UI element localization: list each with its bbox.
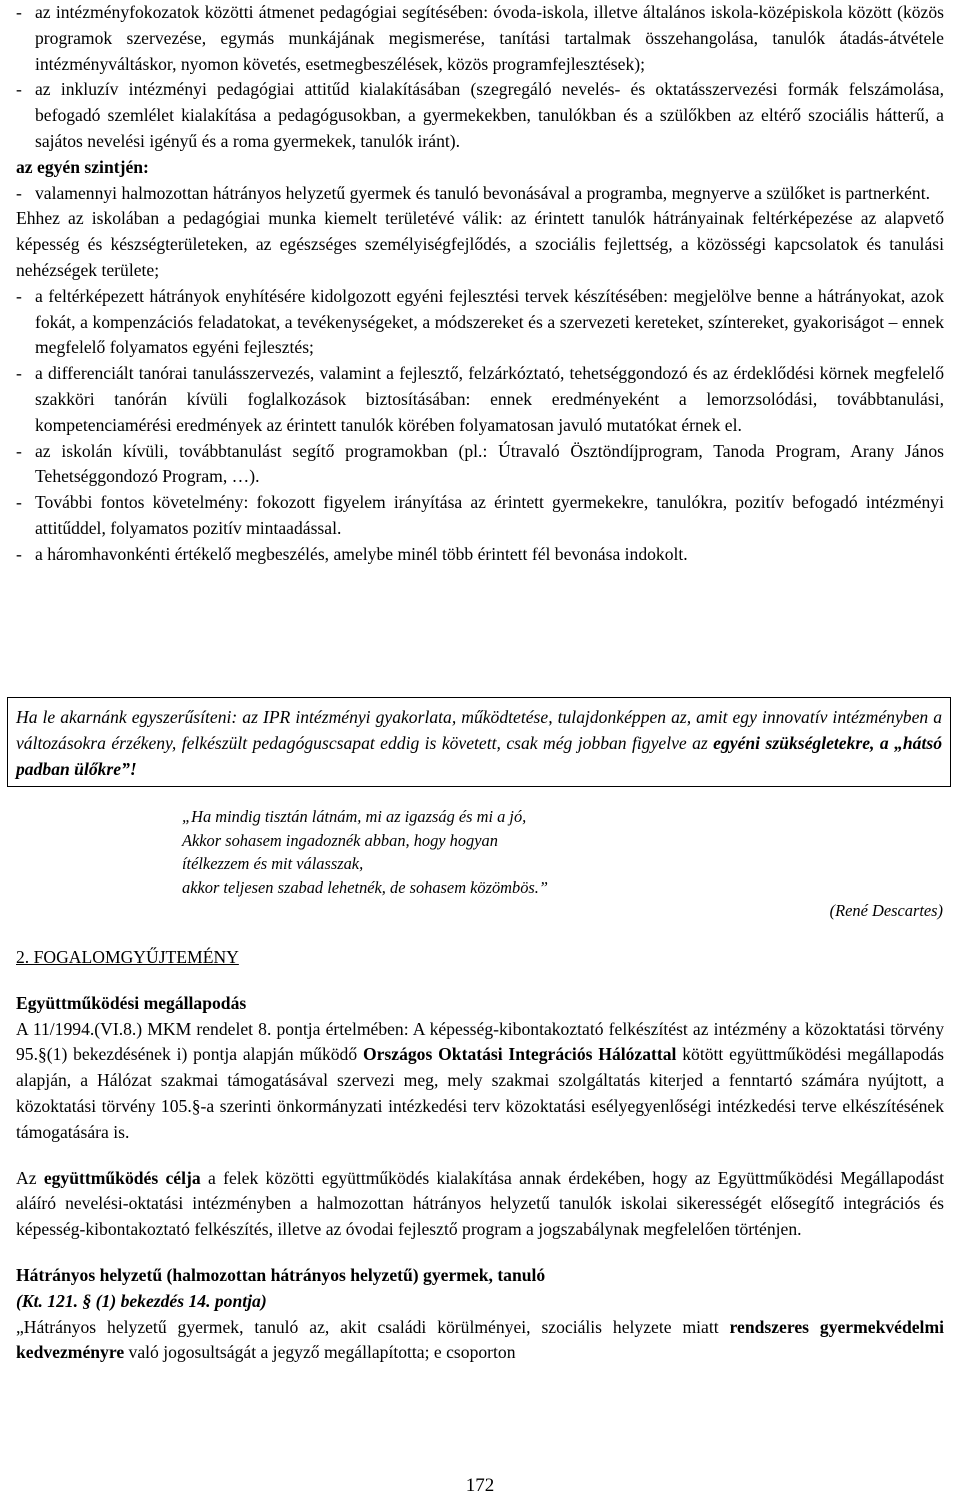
list-item-text: a háromhavonkénti értékelő megbeszélés, amelybe minél több érintett fél bevonása indokolt.: [35, 543, 688, 564]
list-item: [16, 181, 944, 207]
bullet-dash: -: [16, 492, 22, 513]
bullet-dash: -: [16, 2, 22, 22]
bullet-dash: -: [16, 79, 22, 100]
list-item: [16, 542, 944, 568]
list-item: [16, 77, 944, 154]
bullet-dash: -: [16, 543, 22, 564]
bullet-dash: -: [16, 440, 22, 461]
disadv-text-a: „Hátrányos helyzetű gyermek, tanuló az, akit családi körülményei, szociális helyzete miatt: [16, 1316, 730, 1337]
agreement-p2-text-a: Az: [16, 1167, 44, 1188]
quote-line: ítélkezzem és mit válasszak,: [182, 854, 364, 873]
list-item-text: valamennyi halmozottan hátrányos helyzetű gyermek és tanuló bevonásával a programba, megnyerve a szülőket is partnerként.: [35, 182, 931, 203]
bullet-dash: -: [16, 285, 22, 306]
quote-line: „Ha mindig tisztán látnám, mi az igazság és mi a jó,: [182, 807, 527, 826]
quote-line: Akkor sohasem ingadoznék abban, hogy hogyan: [182, 830, 498, 850]
list-item-text: a differenciált tanórai tanulásszervezés, valamint a fejlesztő, felzárkóztató, tehetséggondozó és az érdeklődési körnek megfelelő szakköri tanórán kívüli foglalkozások biztosításában: ennek eredményeként a lemorzsolódási, továbbtanulási, kompetenciamérési eredmények az érintett tanulók körében folyamatosan javuló mutatókat érnek el.: [35, 363, 944, 435]
list-item-text: az iskolán kívüli, továbbtanulást segítő programokban (pl.: Útravaló Ösztöndíjprogram, Tanoda Program, Arany János Tehetséggondozó Program, …).: [35, 440, 944, 487]
agreement-p2-text-b: a felek közötti együttműködés kialakítása annak érdekében, hogy az Együttműködési Megállapodást aláíró nevelési-oktatási intézményben a halmozottan hátrányos helyzetű tanulók iskolai sikerességét elősegítő integrációs és képesség-kibontakoztató felkészítés, illetve az óvodai fejlesztő program a jogszabálynak megfelelően történjen.: [16, 1167, 944, 1240]
individual-heading: az egyén szintjén:: [16, 156, 149, 177]
list-item-text: az inkluzív intézményi pedagógiai attitűd kialakításában (szegregáló nevelés- és oktatásszervezési formák felszámolása, befogadó szemlélet kialakítása a pedagógusokban, a gyermekekben, tanulókban és a szülőkben az eltérő szociális hátterű, a sajátos nevelési igényű és a roma gyermekek, tanulók iránt).: [35, 79, 944, 151]
agreement-paragraph-2: [16, 1166, 944, 1243]
section-title: 2. FOGALOMGYŰJTEMÉNY: [16, 947, 239, 967]
list-item-text: További fontos követelmény: fokozott figyelem irányítása az érintett gyermekekre, tanulókra, pozitív befogadó intézményi attitűddel, folyamatos pozitív mintaadással.: [35, 492, 944, 538]
page-number: 172: [465, 1475, 495, 1496]
quote-line: akkor teljesen szabad lehetnék, de sohasem közömbös.”: [182, 877, 548, 897]
list-item-text: az intézményfokozatok közötti átmenet pedagógiai segítésében: óvoda-iskola, illetve általános iskola-középiskola között (közös programok szervezése, egymás munkájának megismerése, tanítási tartalmak összehangolása, tanulók átadás-átvétele intézményváltáskor, nyomon követés, esetmegbeszélések, közös programfejlesztések);: [35, 2, 944, 74]
bullet-dash: -: [16, 182, 22, 203]
agreement-heading: Együttműködési megállapodás: [16, 992, 247, 1013]
list-item: [16, 439, 944, 491]
list-item: [16, 490, 944, 542]
list-item-text: a feltérképezett hátrányok enyhítésére kidolgozott egyéni fejlesztési tervek készítésében: megjelölve benne a hátrányokat, azok fokát, a kompenzációs feladatokat, a tevékenységeket, a módszereket és a szervezeti kereteket, színtereket, gyakoriságot – ennek megfelelő folyamatos egyéni fejlesztés;: [35, 285, 944, 358]
agreement-p2-bold: együttműködés célja: [43, 1167, 201, 1188]
list-item: [16, 0, 944, 77]
disadv-text-b: való jogosultságát a jegyző megállapította; e csoporton: [124, 1342, 516, 1363]
boxed-note: [7, 697, 951, 787]
school-paragraph: Ehhez az iskolában a pedagógiai munka kiemelt területévé válik: az érintett tanulók hátrányainak feltérképezése az alapvető képesség és készségterületeken, az egészséges személyiségfejlődés, a szociális fejlettség, a közösségi kapcsolatok és tanulási nehézségek területe;: [16, 208, 944, 280]
agreement-p1-bold: Országos Oktatási Integrációs Hálózattal: [362, 1044, 677, 1065]
boxed-note-emphasis: egyéni szükségletekre, a „hátsó padban ülőkre”!: [16, 733, 942, 779]
list-item: [16, 284, 944, 361]
bullet-dash: -: [16, 363, 22, 384]
glossary-section: [16, 945, 944, 1366]
upper-content: [16, 0, 944, 568]
agreement-p1-text-a: A 11/1994.(VI.8.) MKM rendelet 8. pontja értelmében: A képesség-kibontakoztató felkészítést az intézmény a közoktatási törvény 95.§(1) bekezdésének i) pontja alapján működő: [16, 1018, 944, 1065]
disadv-reference: (Kt. 121. § (1) bekezdés 14. pontja): [16, 1290, 267, 1311]
disadv-bold: rendszeres gyermekvédelmi kedvezményre: [16, 1316, 944, 1363]
list-item: [16, 361, 944, 438]
disadv-paragraph: [16, 1315, 944, 1367]
descartes-quote: [182, 805, 548, 899]
disadv-heading: Hátrányos helyzetű (halmozottan hátrányos helyzetű) gyermek, tanuló: [16, 1264, 546, 1285]
agreement-paragraph-1: [16, 1017, 944, 1146]
quote-author: (René Descartes): [829, 901, 943, 920]
agreement-p1-text-b: kötött együttműködési megállapodás alapján, a Hálózat szakmai támogatásával szervezi meg, mely szakmai szolgáltatás kiterjed a fenntartó számára nyújtott, a közoktatási törvény 105.§-a szerinti önkormányzati intézkedési terv közoktatási esélyegyenlőségi intézkedési terve elkészítésének támogatására is.: [16, 1044, 944, 1142]
boxed-note-text: Ha le akarnánk egyszerűsíteni: az IPR intézményi gyakorlata, működtetése, tulajdonképpen az, amit egy innovatív intézményben a változásokra érzékeny, felkészült pedagóguscsapat eddig is követett, csak még jobban figyelve az: [16, 707, 942, 753]
